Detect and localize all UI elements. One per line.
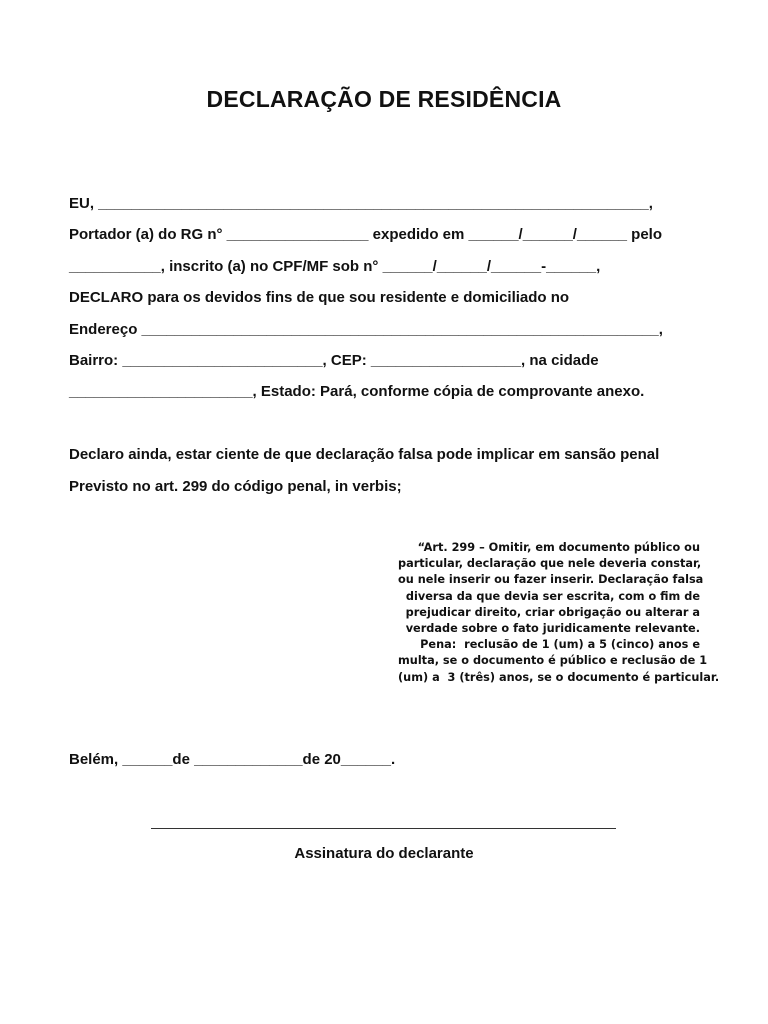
cpf-line: ___________, inscrito (a) no CPF/MF sob n° ______/______/______-______,: [69, 258, 601, 275]
signature-line: [151, 828, 616, 829]
quote-line: “Art. 299 – Omitir, em documento público ou: [417, 541, 700, 554]
quote-line: ou nele inserir ou fazer inserir. Declaração falsa: [398, 573, 704, 587]
quote-line: multa, se o documento é público e reclusão de 1: [398, 654, 708, 668]
quote-line: diversa da que devia ser escrita, com o fim de: [405, 589, 700, 603]
quote-line: prejudicar direito, criar obrigação ou alterar a: [405, 605, 700, 619]
declaro-line: DECLARO para os devidos fins de que sou residente e domiciliado no: [69, 289, 570, 306]
legal-quote: [398, 540, 720, 686]
state-line: ______________________, Estado: Pará, conforme cópia de comprovante anexo.: [69, 383, 645, 400]
date-line: Belém, ______de _____________de 20______.: [69, 751, 396, 768]
rg-line: Portador (a) do RG n° _________________ expedido em ______/______/______ pelo: [69, 226, 663, 243]
neighborhood-line: Bairro: ________________________, CEP: __________________, na cidade: [69, 352, 599, 369]
declaration-line: Declaro ainda, estar ciente de que declaração falsa pode implicar em sansão penal: [69, 446, 660, 463]
quote-line: particular, declaração que nele deveria constar,: [398, 557, 702, 571]
legal-reference-line: Previsto no art. 299 do código penal, in verbis;: [69, 478, 402, 495]
quote-line: verdade sobre o fato juridicamente relevante.: [405, 622, 700, 636]
name-line: EU, __________________________________________________________________,: [69, 195, 653, 212]
quote-line: (um) a 3 (três) anos, se o documento é particular.: [398, 670, 720, 684]
signature-label: Assinatura do declarante: [294, 845, 474, 862]
address-line: Endereço ______________________________________________________________,: [69, 321, 663, 338]
page-title: DECLARAÇÃO DE RESIDÊNCIA: [206, 86, 562, 112]
quote-line: Pena: reclusão de 1 (um) a 5 (cinco) anos e: [420, 638, 700, 652]
